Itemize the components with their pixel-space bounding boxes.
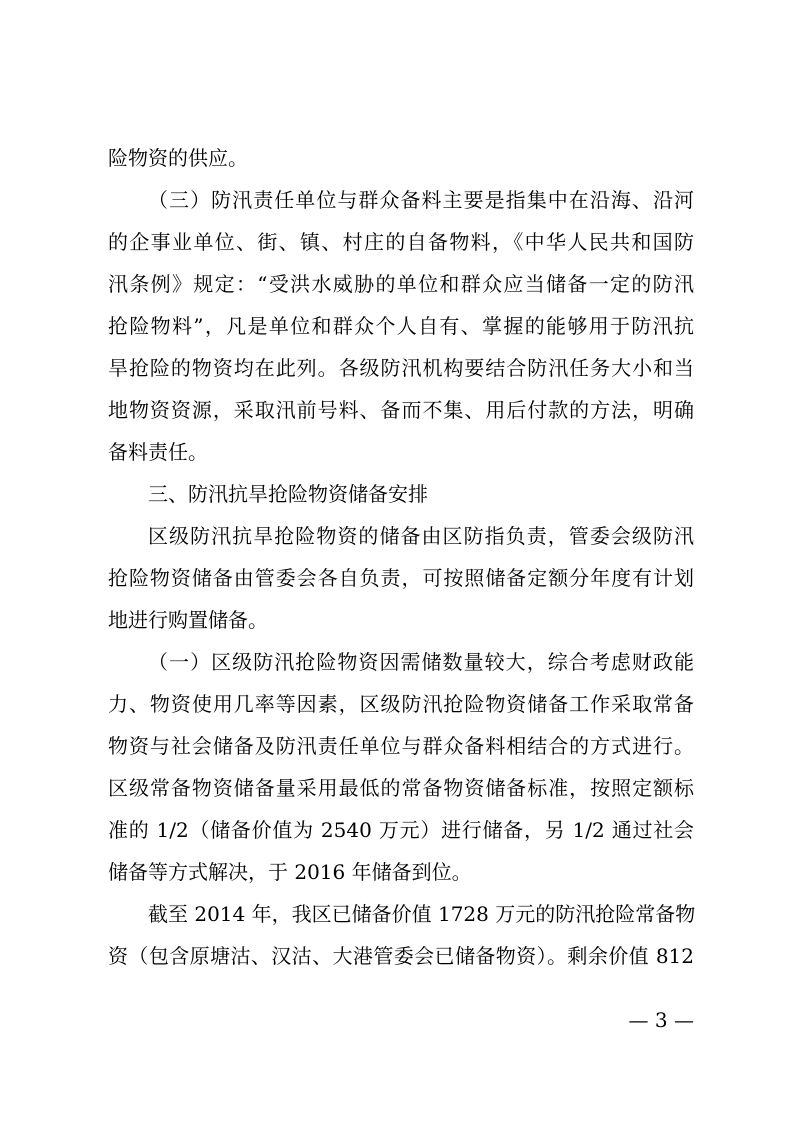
paragraph-line: 旱抢险的物资均在此列。各级防汛机构要结合防汛任务大小和当	[108, 356, 694, 380]
page-number: — 3 —	[628, 1008, 694, 1032]
paragraph-line: 截至 2014 年，我区已储备价值 1728 万元的防汛抢险常备物	[148, 902, 696, 926]
paragraph-line: 险物资的供应。	[108, 146, 248, 170]
section-heading: 三、防汛抗旱抢险物资储备安排	[148, 482, 428, 506]
paragraph-line: 抢险物资储备由管委会各自负责，可按照储备定额分年度有计划	[108, 566, 694, 590]
paragraph-line: 资（包含原塘沽、汉沽、大港管委会已储备物资）。剩余价值 812	[108, 944, 694, 968]
paragraph-line: 汛条例》规定：“受洪水威胁的单位和群众应当储备一定的防汛	[108, 272, 694, 296]
paragraph-line: 区级防汛抗旱抢险物资的储备由区防指负责，管委会级防汛	[148, 524, 694, 548]
paragraph-line: 的企事业单位、街、镇、村庄的自备物料，《中华人民共和国防	[108, 230, 694, 254]
paragraph-line: 力、物资使用几率等因素，区级防汛抢险物资储备工作采取常备	[108, 692, 694, 716]
paragraph-line: 准的 1/2（储备价值为 2540 万元）进行储备，另 1/2 通过社会	[108, 818, 694, 842]
paragraph-line: 地物资资源，采取汛前号料、备而不集、用后付款的方法，明确	[108, 398, 694, 422]
paragraph-line: 备料责任。	[108, 440, 208, 464]
paragraph-line: （三）防汛责任单位与群众备料主要是指集中在沿海、沿河	[148, 188, 694, 212]
paragraph-line: 物资与社会储备及防汛责任单位与群众备料相结合的方式进行。	[108, 734, 694, 758]
paragraph-line: （一）区级防汛抢险物资因需储数量较大，综合考虑财政能	[148, 650, 694, 674]
paragraph-line: 区级常备物资储备量采用最低的常备物资储备标准，按照定额标	[108, 776, 694, 800]
paragraph-line: 储备等方式解决，于 2016 年储备到位。	[108, 860, 472, 884]
paragraph-line: 抢险物料”，凡是单位和群众个人自有、掌握的能够用于防汛抗	[108, 314, 694, 338]
paragraph-line: 地进行购置储备。	[108, 608, 268, 632]
